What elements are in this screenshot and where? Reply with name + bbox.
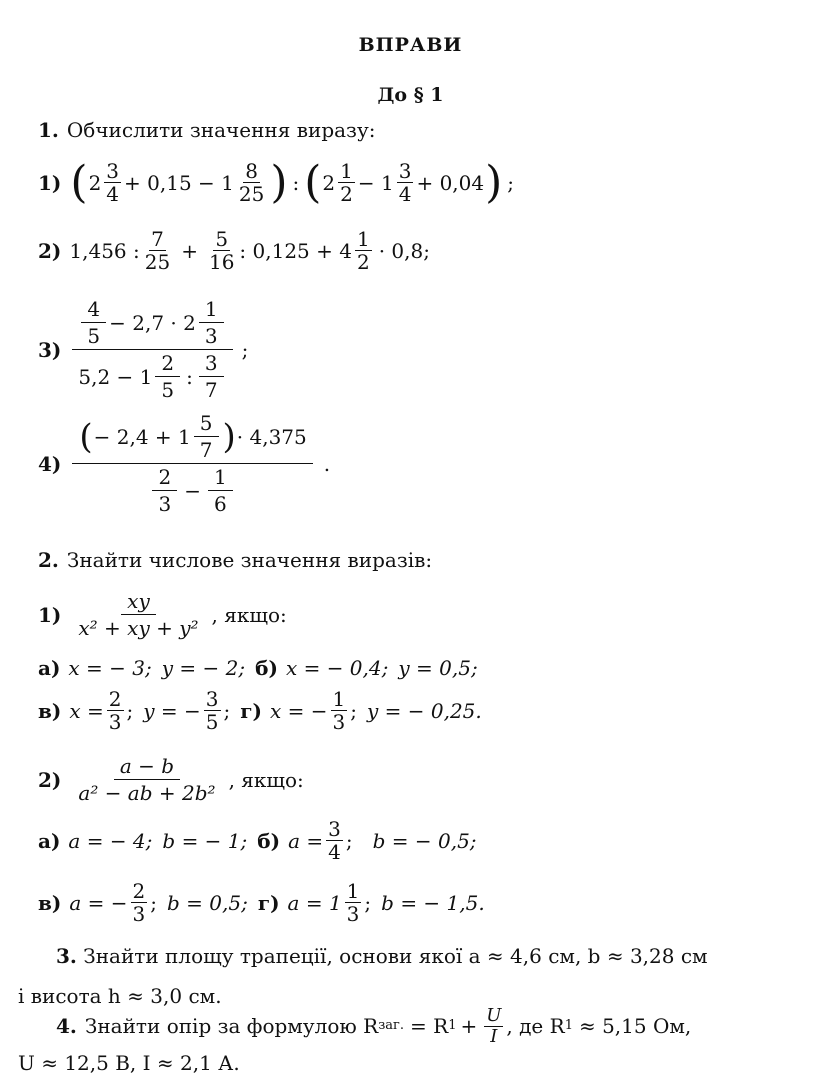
exercise-3: 3. Знайти площу трапеції, основи якої a ≈ 4,6 см, b ≈ 3,28 см і висота h ≈ 3,0 см.: [18, 944, 708, 1008]
exercise-1-prompt: 1. Обчислити значення виразу:: [38, 118, 376, 142]
exercise-2-part-2-a: а) a = − 4; b = − 1; б) a = $\frac{3}{4}$ ; b = − 0,5;: [38, 817, 477, 864]
exercise-4: 4. Знайти опір за формулою R заг. = R 1 + $\frac{U}{I}$ , де R 1 ≈ 5,15 Ом, U ≈ 12,5 В, I ≈ 2,1 А.: [18, 1005, 692, 1075]
exercise-1-item-2: 2) 1,456 : $\frac{7}{25}$ + $\frac{5}{16}$ : 0,125 + 4 $\frac{1}{2}$ · 0,8;: [38, 227, 430, 274]
exercise-2-part-1: 1) $\frac{xy}{\text{x² + xy + y²}}$ , якщо:: [38, 589, 287, 640]
exercise-2-part-2: 2) $\frac{a - b}{\text{a² − ab + 2b²}}$ , якщо:: [38, 754, 304, 805]
exercise-2-part-1-a: а) x = − 3; y = − 2; б) x = − 0,4; y = 0,5;: [38, 656, 478, 680]
page-title: ВПРАВИ: [358, 34, 463, 56]
section-heading: До § 1: [377, 84, 444, 106]
exercise-2-prompt: 2. Знайти числове значення виразів:: [38, 548, 433, 572]
exercise-1-item-1: 1) ( 2 $\frac{3}{4}$ + 0,15 − 1 $\frac{8}{25}$ ) : ( 2 $\frac{1}{2}$ − 1 $\frac{3}{4}$ + 0,04 ) ;: [38, 156, 515, 208]
exercise-1-item-4: 4) ( − 2,4 + 1 $\frac{5}{7}$ ) · 4,375 $\frac{2}{3}$ − $\frac{1}{6}$ .: [38, 411, 331, 516]
exercise-2-part-1-b: в) x = $\frac{2}{3}$ ; y = − $\frac{3}{5}$ ; г) x = − $\frac{1}{3}$ ; y = − 0,25.: [38, 687, 482, 734]
exercise-2-part-2-b: в) a = − $\frac{2}{3}$ ; b = 0,5; г) a = 1 $\frac{1}{3}$ ; b = − 1,5.: [38, 879, 485, 926]
exercise-1-item-3: 3) $\frac{4}{5}$ − 2,7 · 2 $\frac{1}{3}$ 5,2 − 1 $\frac{2}{5}$ : $\frac{3}{7}$ ;: [38, 297, 249, 402]
